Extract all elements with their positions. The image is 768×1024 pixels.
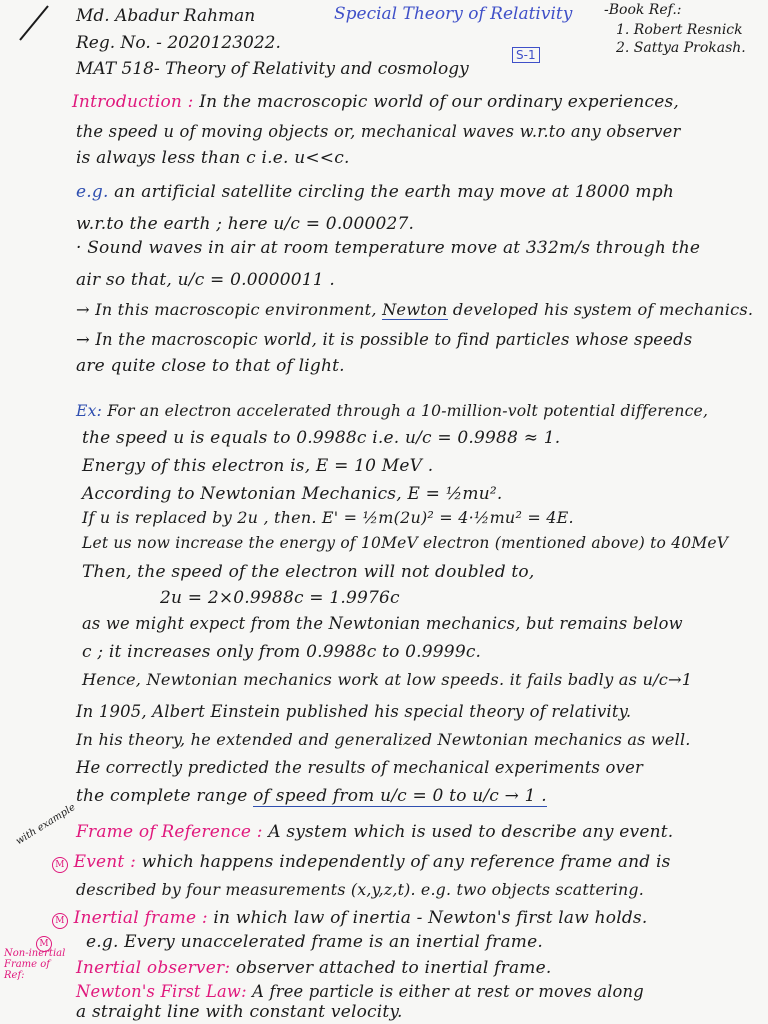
example-line-8: 2u = 2×0.9988c = 1.9976c [160,588,400,608]
example-line-5: If u is replaced by 2u , then. E' = ½m(2u)² = 4·½mu² = 4E. [82,508,574,527]
author-name: Md. Abadur Rahman [76,6,256,26]
example-line-2: the speed u is equals to 0.9988c i.e. u/c = 0.9988 ≈ 1. [82,428,561,448]
circle-m-icon: M [52,913,68,929]
intro-heading: Introduction : [72,92,194,112]
newton-underlined: Newton [382,300,448,319]
circle-m-icon: M [52,857,68,873]
example-line-3: Energy of this electron is, E = 10 MeV . [82,456,434,476]
intro-line-1-text: In the macroscopic world of our ordinary experiences, [199,92,680,112]
margin-note-noninertial: Non-inertial Frame of Ref: [4,948,66,981]
intro-line-8a: → In this macroscopic environment, [76,300,377,319]
example-label: Ex: [76,402,103,420]
inertial-frame-text: in which law of inertia - Newton's first law holds. [213,908,648,928]
intro-line-8c: developed his system of mechanics. [452,300,754,319]
example-line-6: Let us now increase the energy of 10MeV electron (mentioned above) to 40MeV [82,534,729,552]
inertial-observer-label: Inertial observer: [76,958,231,978]
newton-first-law-line [76,982,644,1001]
example-line-11: Hence, Newtonian mechanics work at low speeds. it fails badly as u/c→1 [82,670,693,689]
intro-line-4 [76,182,674,202]
book-ref-title: -Book Ref.: [604,2,682,18]
event-line [52,852,671,873]
frame-text: A system which is used to describe any event. [268,822,674,842]
newton-first-law-text: A free particle is either at rest or moves along [252,982,644,1001]
pen-stroke-mark [14,2,54,44]
registration-number: Reg. No. - 2020123022. [76,33,281,53]
margin-note-with-example: with example [14,802,78,848]
example-line-7: Then, the speed of the electron will not doubled to, [82,562,535,582]
book-ref-1: 1. Robert Resnick [616,22,743,38]
newton-first-law-line-2: a straight line with constant velocity. [76,1002,403,1022]
inertial-frame-example: e.g. Every unaccelerated frame is an inertial frame. [86,932,543,952]
speed-range-underlined: of speed from u/c = 0 to u/c → 1 . [253,786,547,806]
example-line-10: c ; it increases only from 0.9988c to 0.9999c. [82,642,482,662]
circle-m-glyph: M [36,936,52,952]
intro-line-10: are quite close to that of light. [76,356,345,376]
event-line-2: described by four measurements (x,y,z,t). e.g. two objects scattering. [76,880,644,899]
inertial-frame-line [52,908,647,929]
circle-m-icon [36,931,52,952]
intro-line-2: the speed u of moving objects or, mechanical waves w.r.to any observer [76,122,681,141]
intro-line-8 [76,300,753,319]
page-title: Special Theory of Relativity [334,4,573,24]
event-text: which happens independently of any reference frame and is [141,852,671,872]
example-line-15a: the complete range [76,786,248,806]
example-line-12: In 1905, Albert Einstein published his special theory of relativity. [76,702,632,721]
event-label: Event : [73,852,136,872]
inertial-frame-label: Inertial frame : [73,908,208,928]
page-badge: S-1 [512,47,540,63]
book-ref-2: 2. Sattya Prokash. [616,40,746,56]
example-line-15 [76,786,547,806]
example-line-1 [76,402,708,420]
example-line-14: He correctly predicted the results of mechanical experiments over [76,758,644,777]
example-line-1-text: For an electron accelerated through a 10-million-volt potential difference, [107,402,709,420]
intro-line-1 [72,92,679,112]
course-title: MAT 518- Theory of Relativity and cosmology [76,59,469,79]
example-line-9: as we might expect from the Newtonian mechanics, but remains below [82,614,683,633]
intro-line-3: is always less than c i.e. u<<c. [76,148,350,168]
frame-label: Frame of Reference : [76,822,263,842]
intro-line-4-text: an artificial satellite circling the earth may move at 18000 mph [114,182,674,202]
intro-line-9: → In the macroscopic world, it is possible to find particles whose speeds [76,330,693,349]
inertial-observer-line [76,958,551,978]
intro-line-7: air so that, u/c = 0.0000011 . [76,270,336,290]
frame-of-reference-line [76,822,673,842]
intro-line-6: · Sound waves in air at room temperature move at 332m/s through the [76,238,701,258]
eg-label: e.g. [76,182,109,202]
inertial-observer-text: observer attached to inertial frame. [235,958,552,978]
example-line-13: In his theory, he extended and generalized Newtonian mechanics as well. [76,730,691,749]
newton-first-law-label: Newton's First Law: [76,982,247,1001]
example-line-4: According to Newtonian Mechanics, E = ½mu². [82,484,503,504]
intro-line-5: w.r.to the earth ; here u/c = 0.000027. [76,214,415,234]
